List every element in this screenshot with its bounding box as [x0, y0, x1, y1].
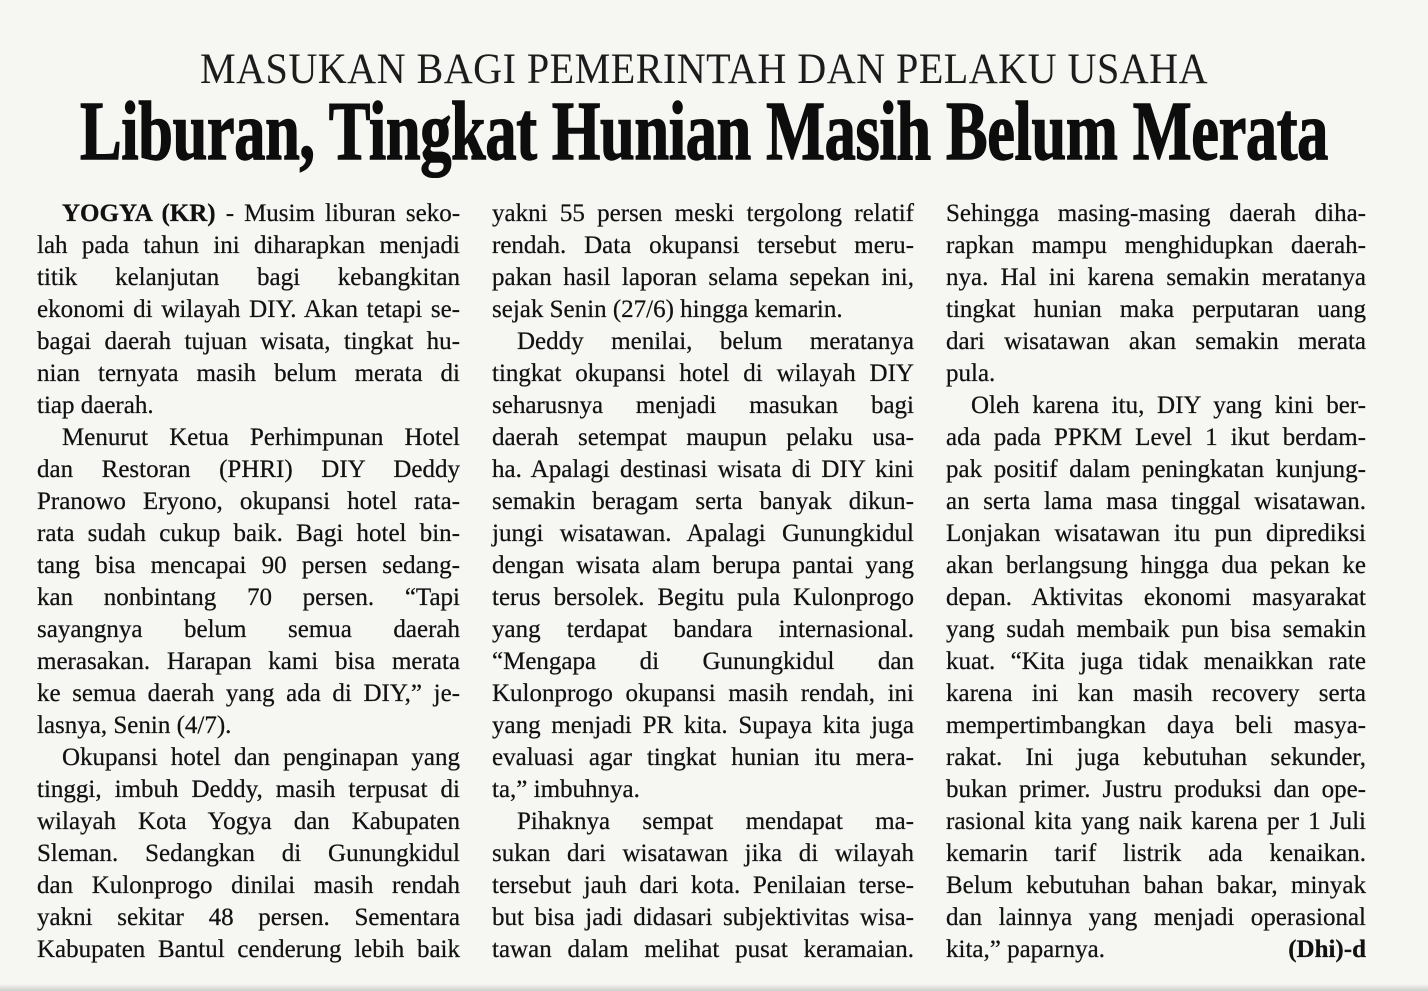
text-line: tingkat okupansi hotel di wilayah DIY — [492, 360, 914, 387]
byline: (Dhi)-d — [1288, 936, 1366, 963]
article-column-3 — [946, 198, 1366, 966]
text-line: lasnya, Senin (4/7). — [37, 712, 232, 739]
text-line: dan Kulonprogo dinilai masih rendah — [37, 872, 460, 899]
paragraph — [492, 326, 914, 806]
text-line: rasional kita yang naik karena per 1 Juli — [946, 808, 1366, 835]
text-line: bukan primer. Justru produksi dan ope- — [946, 776, 1366, 803]
paragraph — [946, 390, 1366, 966]
text-line: dengan wisata alam berupa pantai yang — [492, 552, 914, 579]
text-line: tersebut jauh dari kota. Penilaian terse- — [492, 872, 914, 899]
text-line: pak positif dalam peningkatan kunjung- — [946, 456, 1366, 483]
text-line: nya. Hal ini karena semakin meratanya — [946, 264, 1366, 291]
text-line: rapkan mampu menghidupkan daerah- — [946, 232, 1366, 259]
article-column-1 — [37, 198, 460, 966]
text-line: akan berlangsung hingga dua pekan ke — [946, 552, 1366, 579]
text-line: pula. — [946, 360, 996, 387]
text-line: evaluasi agar tingkat hunian itu mera- — [492, 744, 914, 771]
text-line: yang terdapat bandara internasional. — [492, 616, 914, 643]
headline-text: Liburan, Tingkat Hunian Masih Belum Merata — [80, 85, 1328, 178]
text-line: terus bersolek. Begitu pula Kulonprogo — [492, 584, 914, 611]
text-line: Deddy menilai, belum meratanya — [517, 328, 914, 355]
line-text: - Musim liburan seko- — [225, 200, 461, 227]
text-line — [946, 934, 1366, 966]
text-line: rakat. Ini juga kebutuhan sekunder, — [946, 744, 1366, 771]
text-line: semakin beragam serta banyak dikun- — [492, 488, 914, 515]
paragraph — [492, 198, 914, 326]
scan-edge — [0, 984, 1428, 991]
paragraph — [37, 422, 460, 742]
text-line: “Mengapa di Gunungkidul dan — [492, 648, 914, 675]
text-line: yang menjadi PR kita. Supaya kita juga — [492, 712, 914, 739]
text-line: Menurut Ketua Perhimpunan Hotel — [62, 424, 460, 451]
text-line: dari wisatawan akan semakin merata — [946, 328, 1366, 355]
text-line: yang sudah membaik pun bisa semakin — [946, 616, 1366, 643]
text-line: mempertimbangkan daya beli masya- — [946, 712, 1366, 739]
text-line: nian ternyata masih belum merata di — [37, 360, 460, 387]
text-line: wilayah Kota Yogya dan Kabupaten — [37, 808, 460, 835]
text-line: tinggi, imbuh Deddy, masih terpusat di — [37, 776, 460, 803]
text-line: rata sudah cukup baik. Bagi hotel bin- — [37, 520, 460, 547]
text-line: Belum kebutuhan bahan bakar, minyak — [946, 872, 1366, 899]
text-line: yakni 55 persen meski tergolong relatif — [492, 200, 914, 227]
text-line: Kabupaten Bantul cenderung lebih baik — [37, 936, 460, 963]
text-line: ta,” imbuhnya. — [492, 776, 640, 803]
text-line: ekonomi di wilayah DIY. Akan tetapi se- — [37, 296, 460, 323]
text-line: jungi wisatawan. Apalagi Gunungkidul — [492, 520, 914, 547]
text-line: karena ini kan masih recovery serta — [946, 680, 1366, 707]
text-line: sejak Senin (27/6) hingga kemarin. — [492, 296, 843, 323]
text-line: daerah setempat maupun pelaku usa- — [492, 424, 914, 451]
article-column-2 — [492, 198, 914, 966]
kicker-text: MASUKAN BAGI PEMERINTAH DAN PELAKU USAHA — [200, 46, 1208, 93]
text-line: tang bisa mencapai 90 persen sedang- — [37, 552, 460, 579]
dateline: YOGYA (KR) — [62, 200, 216, 227]
text-line: tiap daerah. — [37, 392, 154, 419]
text-line: tingkat hunian maka perputaran uang — [946, 296, 1366, 323]
text-line: ke semua daerah yang ada di DIY,” je- — [37, 680, 460, 707]
text-line: merasakan. Harapan kami bisa merata — [37, 648, 460, 675]
text-line: kuat. “Kita juga tidak menaikkan rate — [946, 648, 1366, 675]
text-line: an serta lama masa tinggal wisatawan. — [946, 488, 1366, 515]
text-line: titik kelanjutan bagi kebangkitan — [37, 264, 460, 291]
text-line: kan nonbintang 70 persen. “Tapi — [37, 584, 460, 611]
text-line: pakan hasil laporan selama sepekan ini, — [492, 264, 914, 291]
text-line: Lonjakan wisatawan itu pun diprediksi — [946, 520, 1366, 547]
line-text: kita,” paparnya. — [946, 936, 1105, 963]
text-line: dan Restoran (PHRI) DIY Deddy — [37, 456, 460, 483]
text-line: kemarin tarif listrik ada kenaikan. — [946, 840, 1366, 867]
text-line: bagai daerah tujuan wisata, tingkat hu- — [37, 328, 460, 355]
text-line: Pranowo Eryono, okupansi hotel rata- — [37, 488, 460, 515]
text-line: Oleh karena itu, DIY yang kini ber- — [971, 392, 1366, 419]
text-line: Okupansi hotel dan penginapan yang — [62, 744, 460, 771]
paragraph — [37, 198, 460, 422]
text-line: lah pada tahun ini diharapkan menjadi — [37, 232, 460, 259]
text-line: but bisa jadi didasari subjektivitas wisa- — [492, 904, 914, 931]
paragraph — [946, 198, 1366, 390]
text-line: sukan dari wisatawan jika di wilayah — [492, 840, 914, 867]
text-line: rendah. Data okupansi tersebut meru- — [492, 232, 914, 259]
text-line: Kulonprogo okupansi masih rendah, ini — [492, 680, 914, 707]
text-line: sayangnya belum semua daerah — [37, 616, 460, 643]
text-line: Pihaknya sempat mendapat ma- — [517, 808, 914, 835]
text-line: tawan dalam melihat pusat keramaian. — [492, 936, 914, 963]
text-line: ha. Apalagi destinasi wisata di DIY kini — [492, 456, 914, 483]
text-line: yakni sekitar 48 persen. Sementara — [37, 904, 460, 931]
text-line: seharusnya menjadi masukan bagi — [492, 392, 914, 419]
paragraph — [492, 806, 914, 966]
text-line: dan lainnya yang menjadi operasional — [946, 904, 1366, 931]
headline — [80, 85, 1328, 190]
text-line: ada pada PPKM Level 1 ikut berdam- — [946, 424, 1366, 451]
paragraph — [37, 742, 460, 966]
text-line: Sehingga masing-masing daerah diha- — [946, 200, 1366, 227]
text-line: depan. Aktivitas ekonomi masyarakat — [946, 584, 1366, 611]
text-line — [37, 198, 460, 230]
text-line: Sleman. Sedangkan di Gunungkidul — [37, 840, 460, 867]
